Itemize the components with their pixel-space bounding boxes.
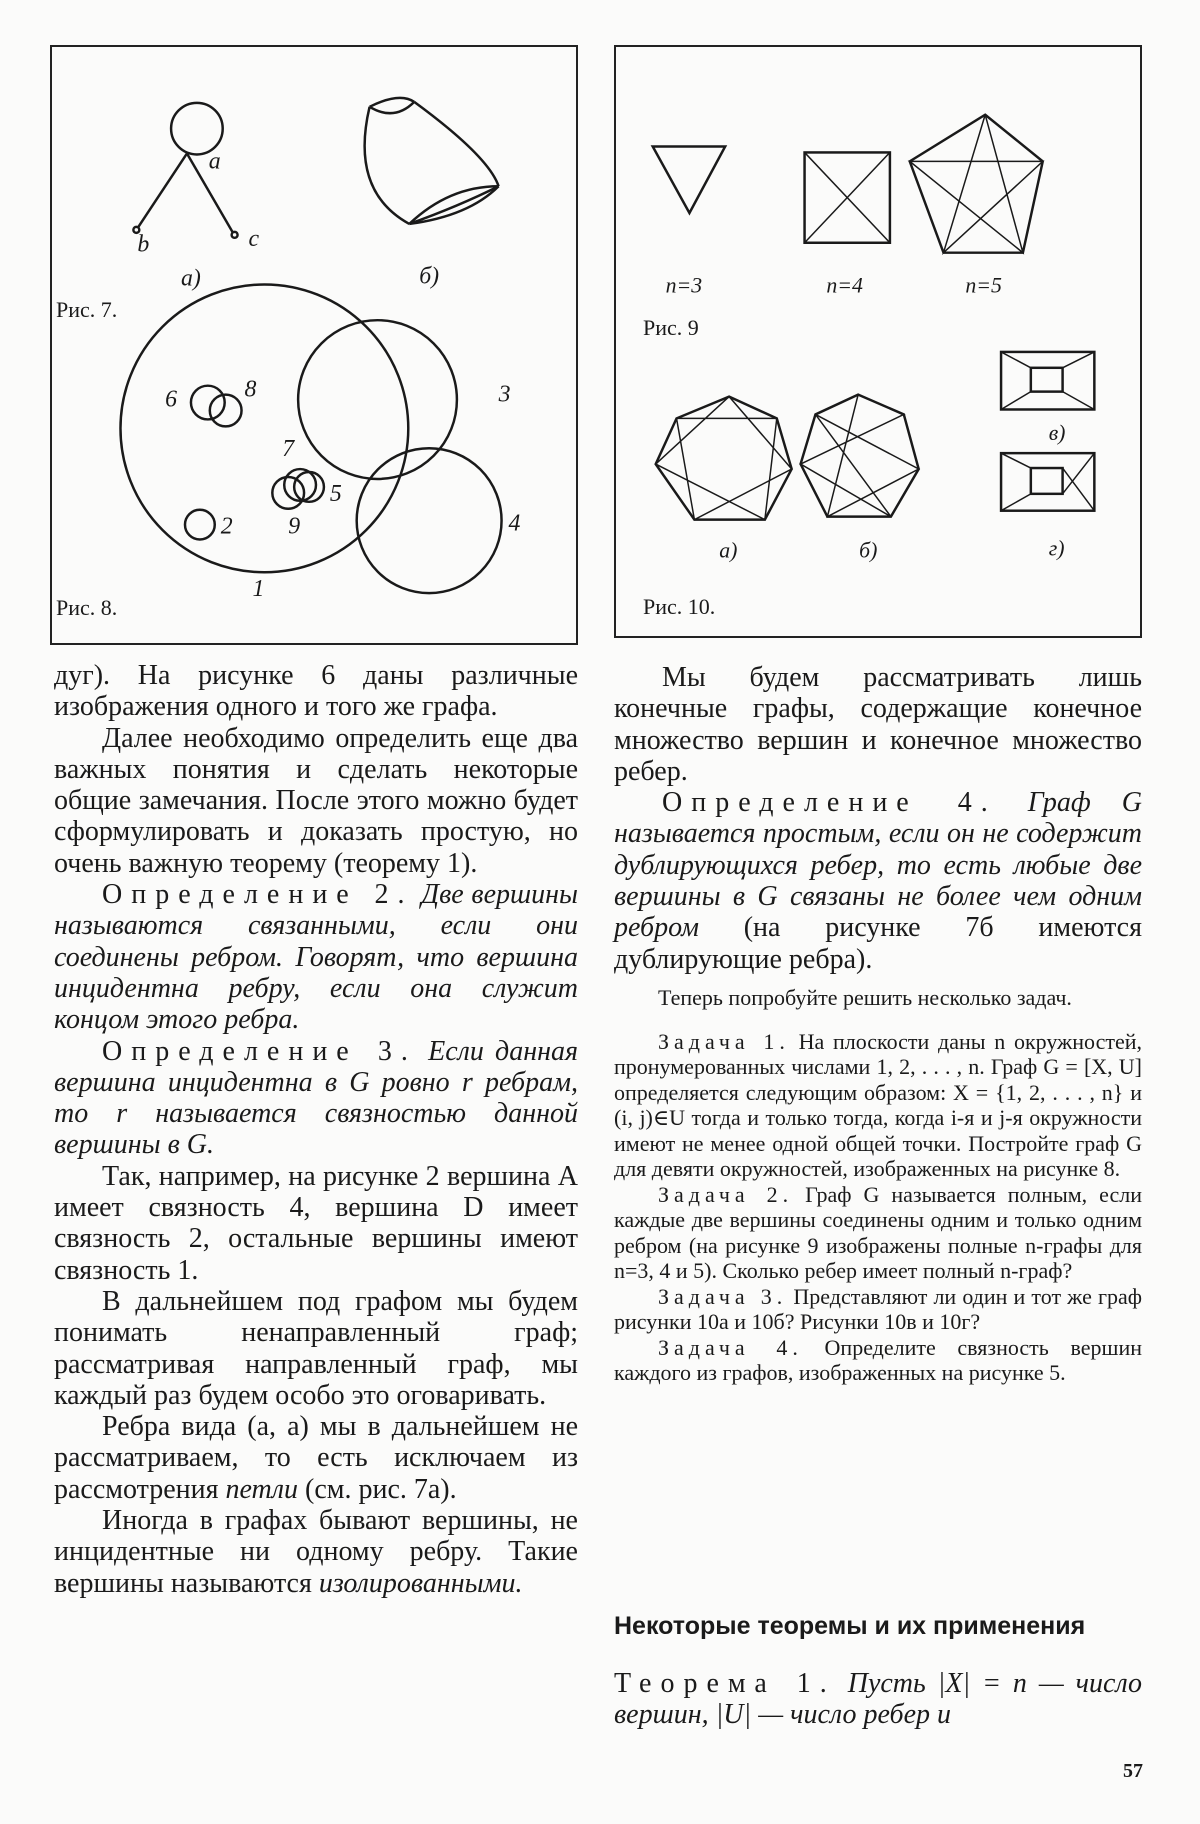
left-paragraph-5-text: Ребра вида (a, a) мы в дальнейшем не рассматриваем, то есть исключаем из рассмотрения bbox=[54, 1411, 578, 1505]
left-paragraph-5-ref: (см. рис. 7a). bbox=[305, 1473, 457, 1505]
fig10g-edge3 bbox=[1001, 494, 1031, 511]
left-column bbox=[54, 660, 578, 1599]
fig10-label-a: a) bbox=[719, 538, 738, 563]
definition-3-heading: Определение 3. bbox=[102, 1035, 417, 1067]
definition-3 bbox=[54, 1036, 578, 1161]
fig9-label-n5: n=5 bbox=[965, 273, 1002, 298]
fig10v-edge4 bbox=[1063, 392, 1095, 410]
fig10-label-g: г) bbox=[1048, 536, 1065, 561]
fig10v-edge2 bbox=[1063, 352, 1095, 368]
fig8-label-1: 1 bbox=[252, 576, 265, 603]
fig8-circle-4 bbox=[357, 448, 502, 593]
fig10a-heptagon bbox=[656, 397, 792, 520]
fig7-caption: Рис. 7. bbox=[56, 297, 118, 322]
fig8-circle-6 bbox=[191, 386, 225, 420]
fig7b-edge-right bbox=[414, 102, 498, 186]
theorem-1-body: Пусть |X| = n — число вершин, |U| — число ребер и bbox=[614, 1668, 1143, 1731]
fig7b-edge-top1 bbox=[370, 98, 415, 107]
task-1-body: На плоскости даны n окружностей, пронумерованных числами 1, 2, . . . , n. Граф G = [X, U] определяется следующим образом: X = {1, 2, . . . , n} и (i, j)∈U тогда и только тогда, когда i-я и j-я окружности имеют не менее одной общей точки. Постройте граф G для девяти окружностей, изображенных на рисунке 8. bbox=[614, 1028, 1142, 1181]
fig8-label-5: 5 bbox=[329, 480, 342, 507]
figure-7-8-drawing bbox=[52, 47, 576, 643]
fig7-loop bbox=[171, 103, 223, 155]
fig9-label-n3: n=3 bbox=[665, 273, 703, 298]
fig7-label-vertex-c: c bbox=[248, 225, 260, 252]
fig8-circle-8 bbox=[210, 395, 242, 427]
task-2-heading: Задача 2. bbox=[658, 1181, 794, 1207]
fig7-label-vertex-b: b bbox=[137, 231, 150, 258]
definition-4-heading: Определение 4. bbox=[662, 787, 997, 819]
fig10-label-b: б) bbox=[859, 538, 878, 563]
definition-4 bbox=[614, 787, 1142, 975]
definition-2-body: Две вершины называются связанными, если они соединены ребром. Говорят, что вершина инцидентна ребру, если она служит концом этого ребра. bbox=[54, 879, 578, 1036]
loops-term: петли bbox=[225, 1473, 298, 1505]
fig10-caption: Рис. 10. bbox=[643, 594, 716, 619]
theorem-1-heading: Теорема 1. bbox=[614, 1668, 836, 1699]
task-2 bbox=[614, 1182, 1142, 1284]
fig9-caption: Рис. 9 bbox=[643, 315, 699, 340]
task-2-body: Граф G называется полным, если каждые две вершины соединены одним и только одним ребром (на рисунке 9 изображены полные n-графы для n=3, 4 и 5). Сколько ребер имеет полный n-граф? bbox=[614, 1181, 1142, 1283]
theorem-1-text bbox=[614, 1668, 1142, 1731]
left-paragraph-6-text: Иногда в графах бывают вершины, не инцидентные ни одному ребру. Такие вершины называются bbox=[54, 1505, 578, 1599]
fig8-circle-3 bbox=[298, 320, 457, 479]
task-4 bbox=[614, 1335, 1142, 1386]
fig7-label-a: a) bbox=[181, 265, 201, 292]
theorem-1 bbox=[614, 1668, 1142, 1731]
fig7b-edge-left bbox=[365, 107, 410, 224]
left-paragraph-1: дуг). На рисунке 6 даны различные изображения одного и того же графа. bbox=[54, 660, 578, 723]
figure-9-10-drawing bbox=[616, 47, 1140, 636]
task-3-heading: Задача 3. bbox=[658, 1283, 788, 1309]
right-column bbox=[614, 662, 1142, 975]
definition-2-heading: Определение 2. bbox=[102, 879, 414, 911]
definition-4-body: Граф G называется простым, если он не содержит дублирующихся ребер, то есть любые две вершины в G связаны не более чем одним ребром bbox=[614, 787, 1143, 944]
fig8-circle-1 bbox=[120, 284, 408, 572]
tasks-block bbox=[614, 985, 1142, 1386]
fig7b-edge-bot3 bbox=[409, 186, 498, 224]
fig9-complete-graph-3 bbox=[653, 146, 725, 212]
task-3-body: Представляют ли один и тот же граф рисунки 10а и 10б? Рисунки 10в и 10г? bbox=[614, 1283, 1142, 1334]
fig8-caption: Рис. 8. bbox=[56, 595, 118, 620]
fig9-label-n4: n=4 bbox=[826, 273, 863, 298]
fig10g-edge1 bbox=[1001, 453, 1031, 468]
left-paragraph-3: Так, например, на рисунке 2 вершина A имеет связность 4, вершина D имеет связность 2, остальные вершины имеют связность 1. bbox=[54, 1160, 578, 1286]
figure-7-8-box bbox=[50, 45, 578, 645]
fig8-label-9: 9 bbox=[288, 513, 301, 540]
isolated-term: изолированными. bbox=[318, 1567, 523, 1599]
tasks-intro: Теперь попробуйте решить несколько задач. bbox=[658, 985, 1072, 1010]
left-paragraph-5 bbox=[54, 1411, 578, 1505]
fig8-circle-9 bbox=[272, 477, 304, 509]
task-3 bbox=[614, 1284, 1142, 1335]
fig10v-inner bbox=[1031, 368, 1063, 392]
task-4-heading: Задача 4. bbox=[658, 1334, 803, 1360]
left-paragraph-6 bbox=[54, 1505, 578, 1599]
fig10v-edge3 bbox=[1001, 392, 1031, 410]
fig9-k5-star bbox=[910, 115, 1043, 253]
left-paragraph-2: Далее необходимо определить еще два важных понятия и сделать некоторые общие замечания. После этого можно будет сформулировать и доказать простую, но очень важную теорему (теорему 1). bbox=[54, 722, 578, 879]
fig8-label-2: 2 bbox=[220, 513, 233, 540]
section-title: Некоторые теоремы и их применения bbox=[614, 1612, 1086, 1640]
fig7-vertex-c bbox=[232, 232, 238, 238]
task-4-body: Определите связность вершин каждого из графов, изображенных на рисунке 5. bbox=[614, 1334, 1142, 1385]
definition-3-body: Если данная вершина инцидентна в G ровно r ребрам, то r называется связностью данной вершины в G. bbox=[54, 1035, 578, 1161]
fig9-complete-graph-5 bbox=[910, 115, 1043, 253]
fig8-circle-2 bbox=[185, 510, 215, 540]
right-paragraph-1: Мы будем рассматривать лишь конечные графы, содержащие конечное множество вершин и конечное множество ребер. bbox=[614, 662, 1142, 787]
fig8-label-3: 3 bbox=[498, 381, 511, 408]
fig8-label-6: 6 bbox=[165, 386, 178, 413]
definition-2 bbox=[54, 879, 578, 1035]
figure-9-10-box bbox=[614, 45, 1142, 638]
task-1-heading: Задача 1. bbox=[658, 1028, 790, 1054]
page-number: 57 bbox=[1123, 1760, 1143, 1782]
fig7-label-b: б) bbox=[419, 263, 440, 290]
fig10v-edge1 bbox=[1001, 352, 1031, 368]
left-paragraph-4: В дальнейшем под графом мы будем понимать ненаправленный граф; рассматривая направленный граф, мы каждый раз будем особо это оговаривать. bbox=[54, 1285, 578, 1411]
definition-4-tail: (на рисунке 7б имеются дублирующие ребра). bbox=[614, 912, 1142, 975]
fig7-edge-ab bbox=[136, 153, 187, 229]
fig8-label-4: 4 bbox=[508, 510, 521, 537]
fig10g-inner bbox=[1031, 468, 1063, 494]
fig10-label-v: в) bbox=[1048, 421, 1066, 446]
task-1 bbox=[614, 1029, 1142, 1182]
fig8-label-8: 8 bbox=[244, 376, 257, 403]
fig8-label-7: 7 bbox=[282, 436, 295, 463]
fig7-label-vertex-a: a bbox=[208, 148, 221, 175]
